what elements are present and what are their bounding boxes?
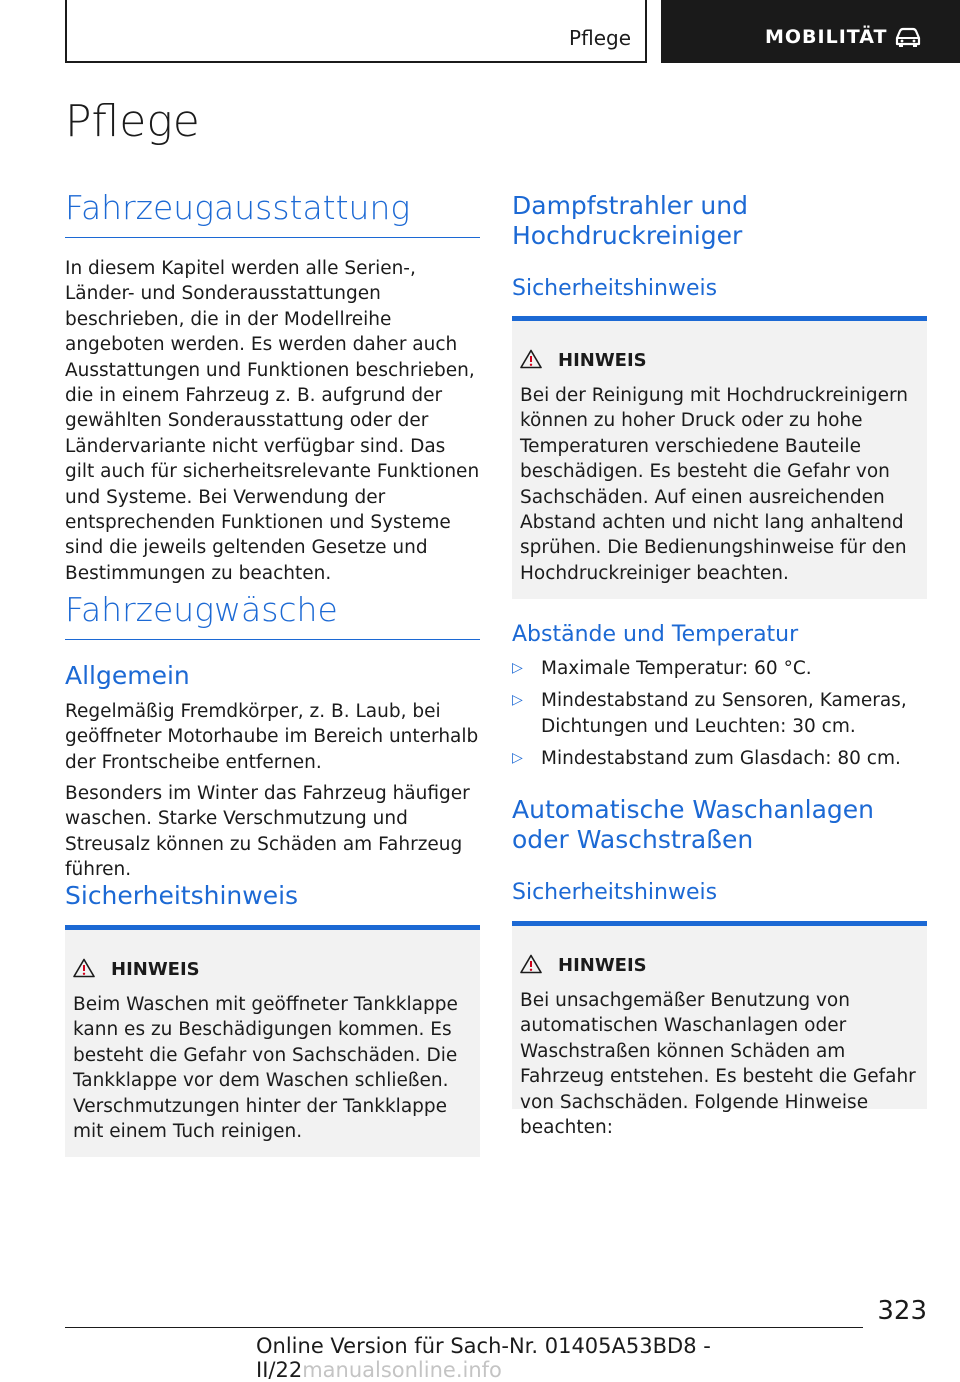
page-title: Pflege (65, 96, 200, 147)
header-section-box (65, 0, 647, 63)
warning-icon (73, 958, 95, 978)
heading-abstaende: Abstände und Temperatur (512, 622, 799, 647)
notice-title: HINWEIS (111, 959, 200, 980)
header-chapter-box (661, 0, 960, 63)
triangle-bullet-icon: ▷ (512, 750, 523, 767)
warning-icon (520, 954, 542, 974)
header-chapter-label: MOBILITÄT (765, 26, 888, 48)
triangle-bullet-icon: ▷ (512, 660, 523, 676)
heading-dampfstrahler: Dampfstrahler und Hochdruckreiniger (512, 191, 748, 250)
notice-box-tankklappe (65, 925, 480, 1157)
heading-automatische-waschanlagen: Automatische Waschanlagen oder Waschstraßen (512, 795, 874, 854)
notice-title: HINWEIS (558, 955, 647, 976)
bullet-list (512, 656, 927, 779)
triangle-bullet-icon: ▷ (512, 692, 523, 709)
notice-box-hochdruck (512, 316, 927, 599)
heading-sicherheitshinweis-right-1: Sicherheitshinweis (512, 276, 718, 301)
warning-icon (520, 349, 542, 369)
footer-text: Online Version für Sach-Nr. 01405A53BD8 - II/22 (256, 1334, 711, 1382)
header-section-label: Pflege (569, 26, 631, 50)
footer-divider (65, 1327, 863, 1328)
notice-text: Bei unsachgemäßer Benutzung von automatischen Waschanlagen oder Waschstraßen können Schäden am Fahrzeug entstehen. Es besteht die Gefahr von Sachschäden. Folgende Hinweise beachten: (520, 990, 916, 1139)
heading-sicherheitshinweis-left: Sicherheitshinweis (65, 881, 299, 910)
footer (256, 1334, 960, 1382)
list-item: ▷ Mindestabstand zu Sensoren, Kameras, Dichtungen und Leuchten: 30 cm. (512, 690, 907, 737)
car-icon (894, 26, 922, 48)
page-number: 323 (877, 1296, 927, 1326)
list-item: ▷ Maximale Temperatur: 60 °C. (512, 656, 927, 681)
heading-allgemein: Allgemein (65, 661, 190, 690)
heading-fahrzeugwaesche: Fahrzeugwäsche (65, 590, 480, 640)
allgemein-paragraph-1: Regelmäßig Fremdkörper, z. B. Laub, bei geöffneter Motorhaube im Bereich unterhalb der Frontscheibe entfernen. (65, 701, 479, 773)
heading-fahrzeugausstattung: Fahrzeugausstattung (65, 188, 480, 238)
intro-paragraph: In diesem Kapitel werden alle Serien-, Länder- und Sonderausstattungen beschrieben, die in der Modellreihe angeboten werden. Es werden daher auch Ausstattungen und Funktionen beschrieben, die in einem Fahrzeug z. B. aufgrund der gewählten Sonderausstattung oder der Ländervariante nicht verfügbar sind. Das gilt auch für sicherheitsrelevante Funktionen und Systeme. Bei Verwendung der entsprechenden Funktionen und Systeme sind die jeweils geltenden Gesetze und Bestimmungen zu beachten. (65, 258, 480, 584)
notice-text: Beim Waschen mit geöffneter Tankklappe kann es zu Beschädigungen kommen. Es besteht die Gefahr von Sachschäden. Die Tankklappe vor dem Waschen schließen. Verschmutzungen hinter der Tankklappe mit einem Tuch reinigen. (73, 994, 458, 1143)
footer-watermark: manualsonline.info (302, 1358, 502, 1382)
notice-box-waschanlage (512, 921, 927, 1139)
list-item: ▷ Mindestabstand zum Glasdach: 80 cm. (512, 746, 927, 771)
heading-sicherheitshinweis-right-2: Sicherheitshinweis (512, 880, 718, 905)
allgemein-paragraph-2: Besonders im Winter das Fahrzeug häufiger waschen. Starke Verschmutzung und Streusalz können zu Schäden am Fahrzeug führen. (65, 783, 470, 881)
notice-text: Bei der Reinigung mit Hochdruckreinigern können zu hoher Druck oder zu hohe Temperaturen verschiedene Bauteile beschädigen. Es besteht die Gefahr von Sachschäden. Auf einen ausreichenden Abstand achten und nicht lang anhaltend sprühen. Die Bedienungshinweise für den Hochdruckreiniger beachten. (520, 385, 909, 584)
notice-title: HINWEIS (558, 350, 647, 371)
